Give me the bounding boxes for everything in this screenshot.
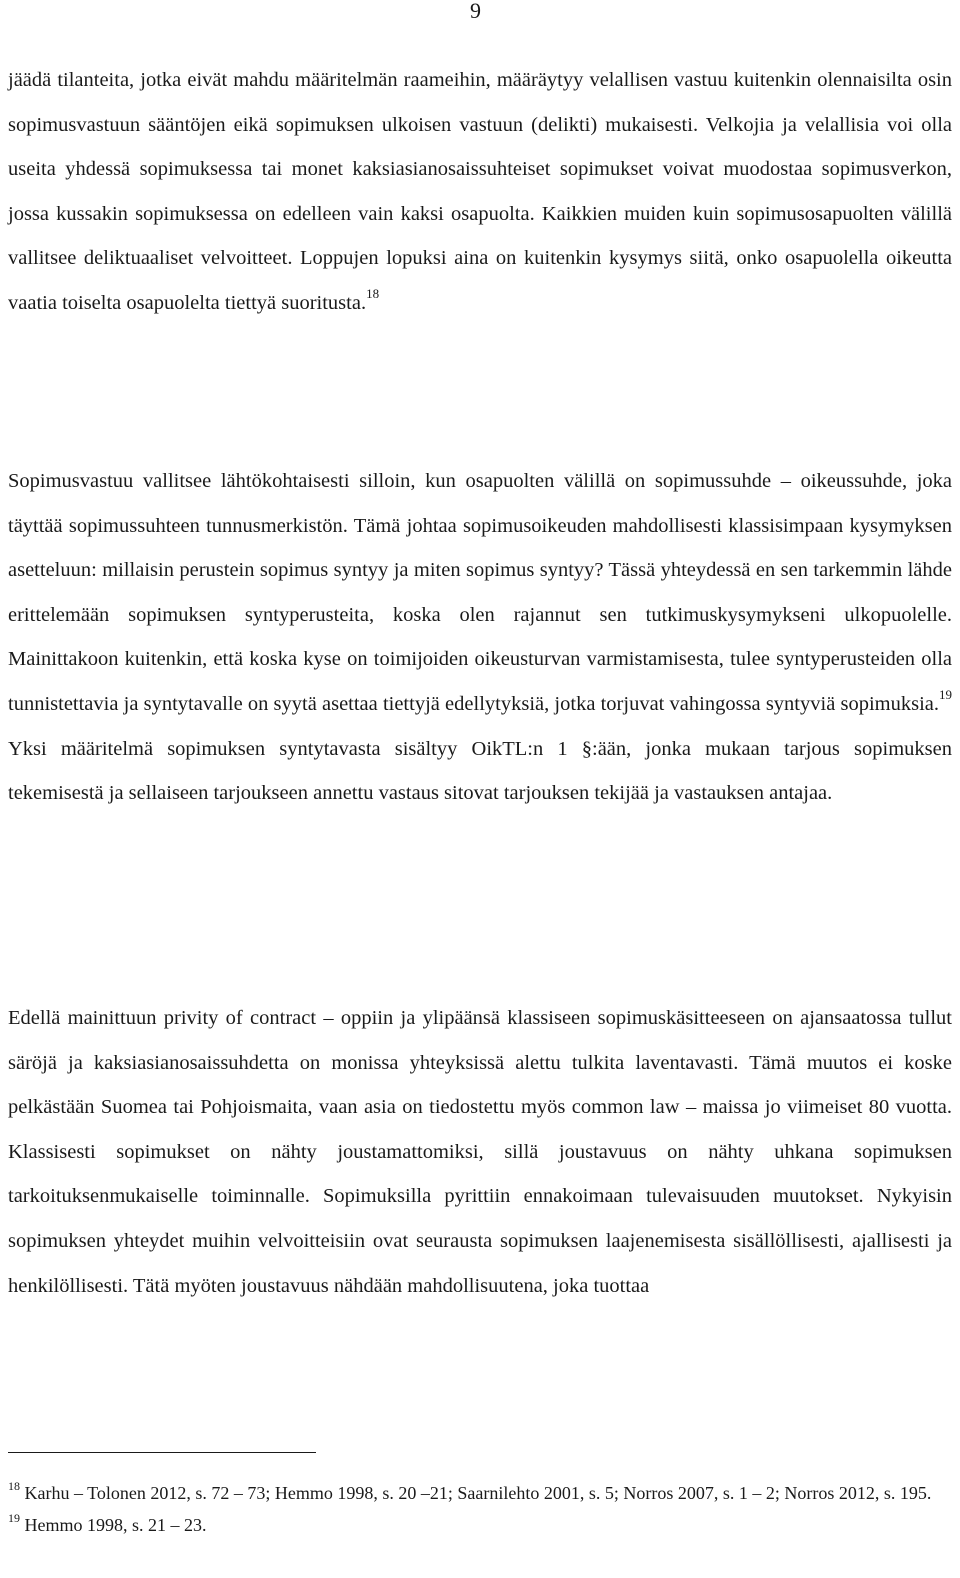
footnote-text: Hemmo 1998, s. 21 – 23.	[24, 1515, 207, 1535]
footnote-ref-18[interactable]: 18	[366, 286, 380, 302]
page-number: 9	[470, 0, 481, 23]
footnote-number: 18	[8, 1479, 20, 1493]
paragraph-2-text-a: Sopimusvastuu vallitsee lähtökohtaisesti silloin, kun osapuolten välillä on sopimussuhde – oikeussuhde, joka täyttää sopimussuhteen tunnusmerkistön. Tämä johtaa sopimusoikeuden mahdollisesti klassisimpaan kysymyksen asetteluun: millaisin perustein sopimus syntyy ja miten sopimus syntyy? Tässä yhteydessä en sen tarkemmin lähde erittelemään sopimuksen syntyperusteita, koska olen rajannut sen tutkimuskysymykseni ulkopuolelle. Mainittakoon kuitenkin, että koska kyse on toimijoiden oikeusturvan varmistamisesta, tulee syntyperusteiden olla tunnistettavia ja syntytavalle on syytä asettaa tiettyjä edellytyksiä, jotka torjuvat vahingossa syntyviä sopimuksia.	[8, 470, 952, 715]
paragraph-3-text: Edellä mainittuun privity of contract – oppiin ja ylipäänsä klassiseen sopimuskäsitteeseen on ajansaatossa tullut säröjä ja kaksiasianosaissuhdetta on monissa yhteyksissä alettu tulkita laventavasti. Tämä muutos ei koske pelkästään Suomea tai Pohjoismaita, vaan asia on tiedostettu myös common law – maissa jo viimeiset 80 vuotta. Klassisesti sopimukset on nähty joustamattomiksi, sillä joustavuus on nähty uhkana sopimuksen tarkoituksenmukaiselle toiminnalle. Sopimuksilla pyrittiin ennakoimaan tulevaisuuden muutokset. Nykyisin sopimuksen yhteydet muihin velvoitteisiin ovat seurausta sopimuksen laajenemisesta sisällöllisesti, ajallisesti ja henkilöllisesti. Tätä myöten joustavuus nähdään mahdollisuutena, joka tuottaa	[8, 1007, 952, 1297]
footnote-text: Karhu – Tolonen 2012, s. 72 – 73; Hemmo 1998, s. 20 –21; Saarnilehto 2001, s. 5; Norros 2007, s. 1 – 2; Norros 2012, s. 195.	[24, 1483, 932, 1503]
paragraph-1-text: jäädä tilanteita, jotka eivät mahdu määritelmän raameihin, määräytyy velallisen vastuu kuitenkin olennaisilta osin sopimusvastuun sääntöjen eikä sopimuksen ulkoisen vastuun (delikti) mukaisesti. Velkojia ja velallisia voi olla useita yhdessä sopimuksessa tai monet kaksiasianosaissuhteiset sopimukset voivat muodostaa sopimusverkon, jossa kussakin sopimuksessa on edelleen vain kaksi osapuolta. Kaikkien muiden kuin sopimusosapuolten välillä vallitsee deliktuaaliset velvoitteet. Loppujen lopuksi aina on kuitenkin kysymys siitä, onko osapuolella oikeutta vaatia toiselta osapuolelta tiettyä suoritusta.	[8, 69, 952, 314]
paragraph-2	[8, 459, 952, 816]
footnote-18	[8, 1480, 952, 1506]
footnote-19	[8, 1512, 952, 1538]
footnote-separator	[8, 1452, 316, 1453]
paragraph-2-text-b: Yksi määritelmä sopimuksen syntytavasta sisältyy OikTL:n 1 §:ään, jonka mukaan tarjous sopimuksen tekemisestä ja sellaiseen tarjoukseen annettu vastaus sitovat tarjouksen tekijää ja vastauksen antajaa.	[8, 737, 952, 805]
footnote-ref-19[interactable]: 19	[939, 687, 952, 703]
footnote-number: 19	[8, 1511, 20, 1525]
paragraph-3	[8, 996, 952, 1308]
paragraph-1	[8, 58, 952, 326]
footnotes	[8, 1480, 952, 1538]
